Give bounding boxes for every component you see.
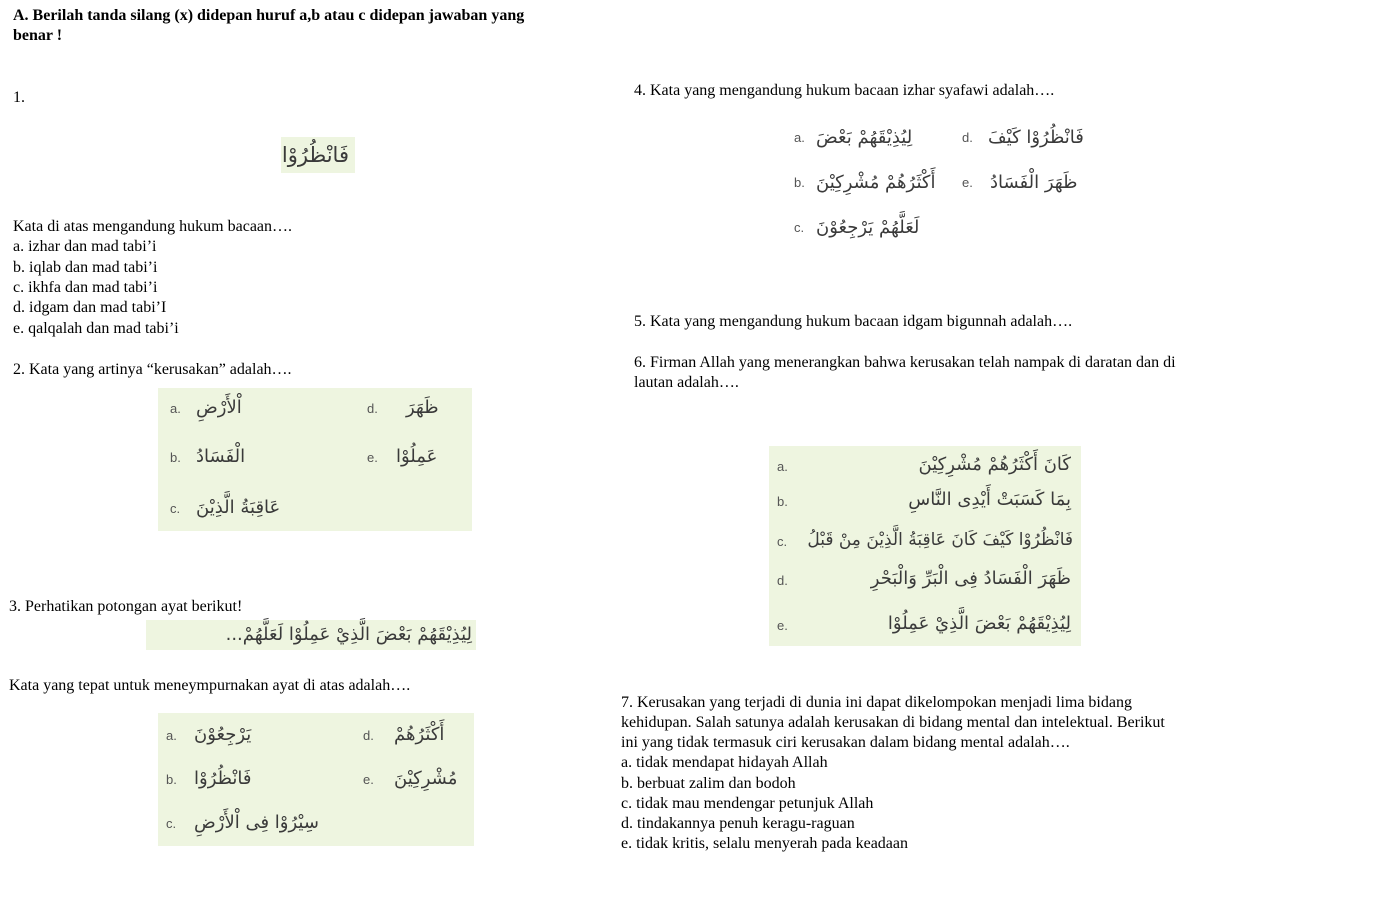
q7-question-line1: 7. Kerusakan yang terjadi di dunia ini dapat dikelompokan menjadi lima bidang xyxy=(621,694,1132,711)
q6-options-panel xyxy=(769,446,1081,646)
q4-option-b-arabic[interactable]: أَكْثَرُهُمْ مُشْرِكِيْنَ xyxy=(816,172,936,193)
q6-option-e-letter: e. xyxy=(777,618,788,633)
q1-number: 1. xyxy=(13,89,25,106)
q7-option-b[interactable]: b. berbuat zalim dan bodoh xyxy=(621,775,796,792)
q7-question-line3: ini yang tidak termasuk ciri kerusakan dalam bidang mental adalah…. xyxy=(621,734,1070,751)
q1-option-e[interactable]: e. qalqalah dan mad tabi’i xyxy=(13,320,179,337)
q1-option-c[interactable]: c. ikhfa dan mad tabi’i xyxy=(13,279,158,296)
q6-option-d-arabic[interactable]: ظَهَرَ الْفَسَادُ فِى الْبَرِّ وَالْبَحْرِ xyxy=(870,568,1071,589)
q1-option-d[interactable]: d. idgam dan mad tabi’I xyxy=(13,299,167,316)
q1-arabic-word: فَانْظُرُوْا xyxy=(281,143,349,167)
q3-option-a-letter: a. xyxy=(166,728,177,743)
q4-option-e-arabic[interactable]: ظَهَرَ الْفَسَادُ xyxy=(990,172,1078,193)
q4-option-a-arabic[interactable]: لِيُذِيْقَهُمْ بَعْضَ xyxy=(816,127,913,148)
q1-option-a[interactable]: a. izhar dan mad tabi’i xyxy=(13,238,157,255)
q6-option-b-letter: b. xyxy=(777,494,788,509)
q3-question: Kata yang tepat untuk meneympurnakan ayat di atas adalah…. xyxy=(9,677,411,694)
q3-option-a-arabic[interactable]: يَرْجِعُوْنَ xyxy=(194,724,252,745)
q4-option-d-arabic[interactable]: فَانْظُرُوْا كَيْفَ xyxy=(988,127,1084,148)
q3-option-e-arabic[interactable]: مُشْرِكِيْنَ xyxy=(394,768,458,789)
q1-arabic-panel xyxy=(281,137,355,173)
q3-options-panel xyxy=(158,713,474,846)
q7-option-a[interactable]: a. tidak mendapat hidayah Allah xyxy=(621,754,828,771)
q3-option-e-letter: e. xyxy=(363,772,374,787)
q2-option-a-letter: a. xyxy=(170,401,181,416)
q3-verse-arabic: لِيُذِيْقَهُمْ بَعْضَ الَّذِيْ عَمِلُوْا لَعَلَّهُمْ... xyxy=(225,624,472,645)
q2-option-e-arabic[interactable]: عَمِلُوْا xyxy=(396,446,438,467)
q4-option-d-letter: d. xyxy=(962,130,973,145)
q2-option-d-arabic[interactable]: ظَهَرَ xyxy=(406,397,439,418)
q7-option-c[interactable]: c. tidak mau mendengar petunjuk Allah xyxy=(621,795,874,812)
q6-option-c-letter: c. xyxy=(777,534,788,549)
q4-option-c-arabic[interactable]: لَعَلَّهُمْ يَرْجِعُوْنَ xyxy=(816,217,920,238)
q5-question: 5. Kata yang mengandung hukum bacaan idgam bigunnah adalah…. xyxy=(634,313,1073,330)
q3-intro: 3. Perhatikan potongan ayat berikut! xyxy=(9,598,243,615)
q6-option-d-letter: d. xyxy=(777,573,788,588)
q4-option-a-letter: a. xyxy=(794,130,805,145)
q3-option-d-letter: d. xyxy=(363,728,374,743)
q7-option-e[interactable]: e. tidak kritis, selalu menyerah pada keadaan xyxy=(621,835,908,852)
q2-option-e-letter: e. xyxy=(367,450,378,465)
instruction-heading-line2: benar ! xyxy=(13,27,63,44)
q6-option-b-arabic[interactable]: بِمَا كَسَبَتْ أَيْدِى النَّاسِ xyxy=(908,489,1071,510)
q2-options-panel xyxy=(158,388,472,531)
q1-option-b[interactable]: b. iqlab dan mad tabi’i xyxy=(13,259,158,276)
instruction-heading-line1: A. Berilah tanda silang (x) didepan huruf a,b atau c didepan jawaban yang xyxy=(13,7,525,24)
q6-option-a-arabic[interactable]: كَانَ أَكْثَرُهُمْ مُشْرِكِيْنَ xyxy=(918,454,1071,475)
q2-option-c-letter: c. xyxy=(170,501,181,516)
q4-option-b-letter: b. xyxy=(794,175,805,190)
q3-option-b-letter: b. xyxy=(166,772,177,787)
q6-question-line2: lautan adalah…. xyxy=(634,374,739,391)
q2-option-b-letter: b. xyxy=(170,450,181,465)
q6-question-line1: 6. Firman Allah yang menerangkan bahwa kerusakan telah nampak di daratan dan di xyxy=(634,354,1176,371)
q2-option-d-letter: d. xyxy=(367,401,378,416)
q2-option-c-arabic[interactable]: عَاقِبَةُ الَّذِيْنَ xyxy=(196,497,281,518)
q1-question: Kata di atas mengandung hukum bacaan…. xyxy=(13,218,293,235)
q4-option-e-letter: e. xyxy=(962,175,973,190)
q7-option-d[interactable]: d. tindakannya penuh keragu-raguan xyxy=(621,815,855,832)
q3-option-c-letter: c. xyxy=(166,816,177,831)
q6-option-a-letter: a. xyxy=(777,459,788,474)
q2-option-a-arabic[interactable]: اْلأَرْضِ xyxy=(196,397,242,418)
q7-question-line2: kehidupan. Salah satunya adalah kerusakan di bidang mental dan intelektual. Berikut xyxy=(621,714,1165,731)
q3-verse-panel xyxy=(146,620,476,650)
q2-question: 2. Kata yang artinya “kerusakan” adalah…. xyxy=(13,361,292,378)
q3-option-c-arabic[interactable]: سِيْرُوْا فِى اْلأَرْضِ xyxy=(194,812,319,833)
q3-option-b-arabic[interactable]: فَانْظُرُوْا xyxy=(194,768,252,789)
q4-question: 4. Kata yang mengandung hukum bacaan izhar syafawi adalah…. xyxy=(634,82,1055,99)
q6-option-e-arabic[interactable]: لِيُذِيْقَهُمْ بَعْضَ الَّذِيْ عَمِلُوْا xyxy=(887,613,1071,634)
q6-option-c-arabic[interactable]: فَانْظُرُوْا كَيْفَ كَانَ عَاقِبَةُ الَّذِيْنَ مِنْ قَبْلُ xyxy=(807,530,1073,550)
q2-option-b-arabic[interactable]: الْفَسَادُ xyxy=(196,446,246,467)
q3-option-d-arabic[interactable]: أَكْثَرُهُمْ xyxy=(394,724,445,745)
q4-option-c-letter: c. xyxy=(794,220,805,235)
